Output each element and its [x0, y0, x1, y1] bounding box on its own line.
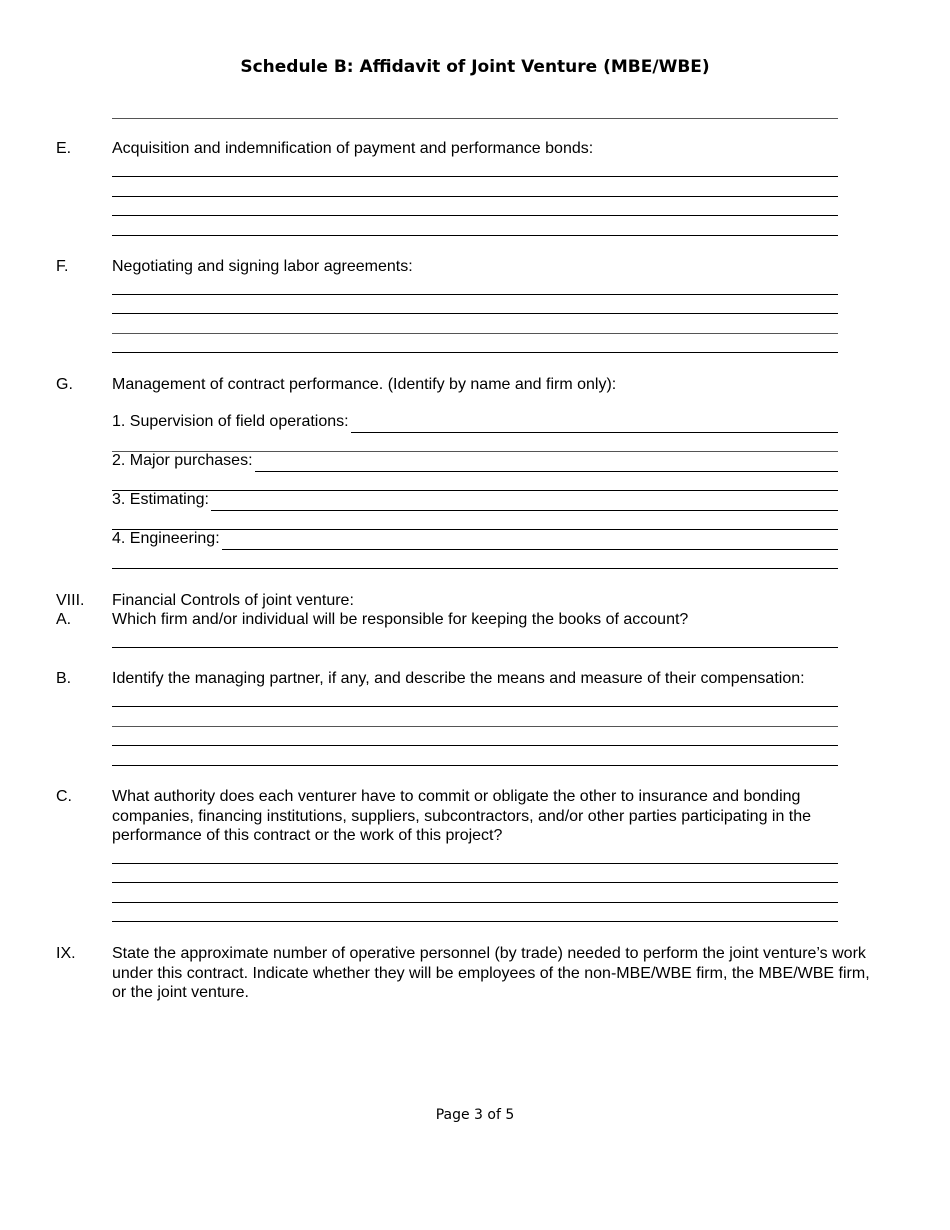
field-engineering-label: 4. Engineering: [112, 530, 220, 547]
field-estimating[interactable] [112, 489, 838, 511]
section-ix-label: IX. [56, 945, 76, 962]
field-supervision[interactable] [112, 411, 838, 433]
field-major-purchases-label: 2. Major purchases: [112, 452, 253, 469]
answer-line-e-2[interactable] [112, 196, 838, 197]
answer-line-viii-b-2[interactable] [112, 726, 838, 727]
answer-line-viii-a-1[interactable] [112, 647, 838, 648]
section-e-label: E. [56, 140, 72, 157]
answer-line-f-2[interactable] [112, 313, 838, 314]
section-g-text: Management of contract performance. (Identify by name and firm only): [112, 376, 617, 393]
section-viii-text: Financial Controls of joint venture: [112, 592, 354, 609]
answer-line[interactable] [112, 118, 838, 119]
section-g-label: G. [56, 376, 73, 393]
section-viii-a-text: Which firm and/or individual will be responsible for keeping the books of account? [112, 611, 689, 628]
section-viii-b-text: Identify the managing partner, if any, and describe the means and measure of their compensation: [112, 670, 805, 687]
page-number: Page 3 of 5 [435, 1107, 515, 1123]
field-estimating-label: 3. Estimating: [112, 491, 209, 508]
field-supervision-label: 1. Supervision of field operations: [112, 413, 349, 430]
field-major-purchases-line[interactable] [255, 451, 838, 472]
answer-line-g-4[interactable] [112, 568, 838, 569]
answer-line-viii-b-4[interactable] [112, 765, 838, 766]
page-title: Schedule B: Affidavit of Joint Venture (MBE/WBE) [240, 57, 710, 77]
section-viii-c-text: What authority does each venturer have to commit or obligate the other to insurance and bonding companies, financing institutions, suppliers, subcontractors, and/or other parties participating in the performance of this contract or the work of this project? [112, 788, 812, 844]
answer-line-e-4[interactable] [112, 235, 838, 236]
field-major-purchases[interactable] [112, 450, 838, 472]
field-engineering[interactable] [112, 528, 838, 550]
answer-line-f-1[interactable] [112, 294, 838, 295]
answer-line-viii-c-2[interactable] [112, 882, 838, 883]
section-f-label: F. [56, 258, 69, 275]
answer-line-f-3[interactable] [112, 333, 838, 334]
field-engineering-line[interactable] [222, 529, 838, 550]
section-viii-a-label: A. [56, 611, 72, 628]
section-viii-label: VIII. [56, 592, 85, 609]
answer-line-viii-c-4[interactable] [112, 921, 838, 922]
field-estimating-line[interactable] [211, 490, 838, 511]
field-supervision-line[interactable] [351, 412, 838, 433]
section-ix-text: State the approximate number of operative personnel (by trade) needed to perform the joint venture’s work under this contract. Indicate whether they will be employees of the non-MBE/WBE firm, the MBE/WBE firm, or the joint venture. [112, 945, 870, 1001]
answer-line-f-4[interactable] [112, 352, 838, 353]
section-viii-b-label: B. [56, 670, 72, 687]
answer-line-viii-c-3[interactable] [112, 902, 838, 903]
section-viii-c-label: C. [56, 788, 72, 805]
answer-line-viii-b-1[interactable] [112, 706, 838, 707]
section-e-text: Acquisition and indemnification of payment and performance bonds: [112, 140, 594, 157]
answer-line-viii-b-3[interactable] [112, 745, 838, 746]
answer-line-e-1[interactable] [112, 176, 838, 177]
answer-line-e-3[interactable] [112, 215, 838, 216]
answer-line-viii-c-1[interactable] [112, 863, 838, 864]
section-f-text: Negotiating and signing labor agreements: [112, 258, 413, 275]
